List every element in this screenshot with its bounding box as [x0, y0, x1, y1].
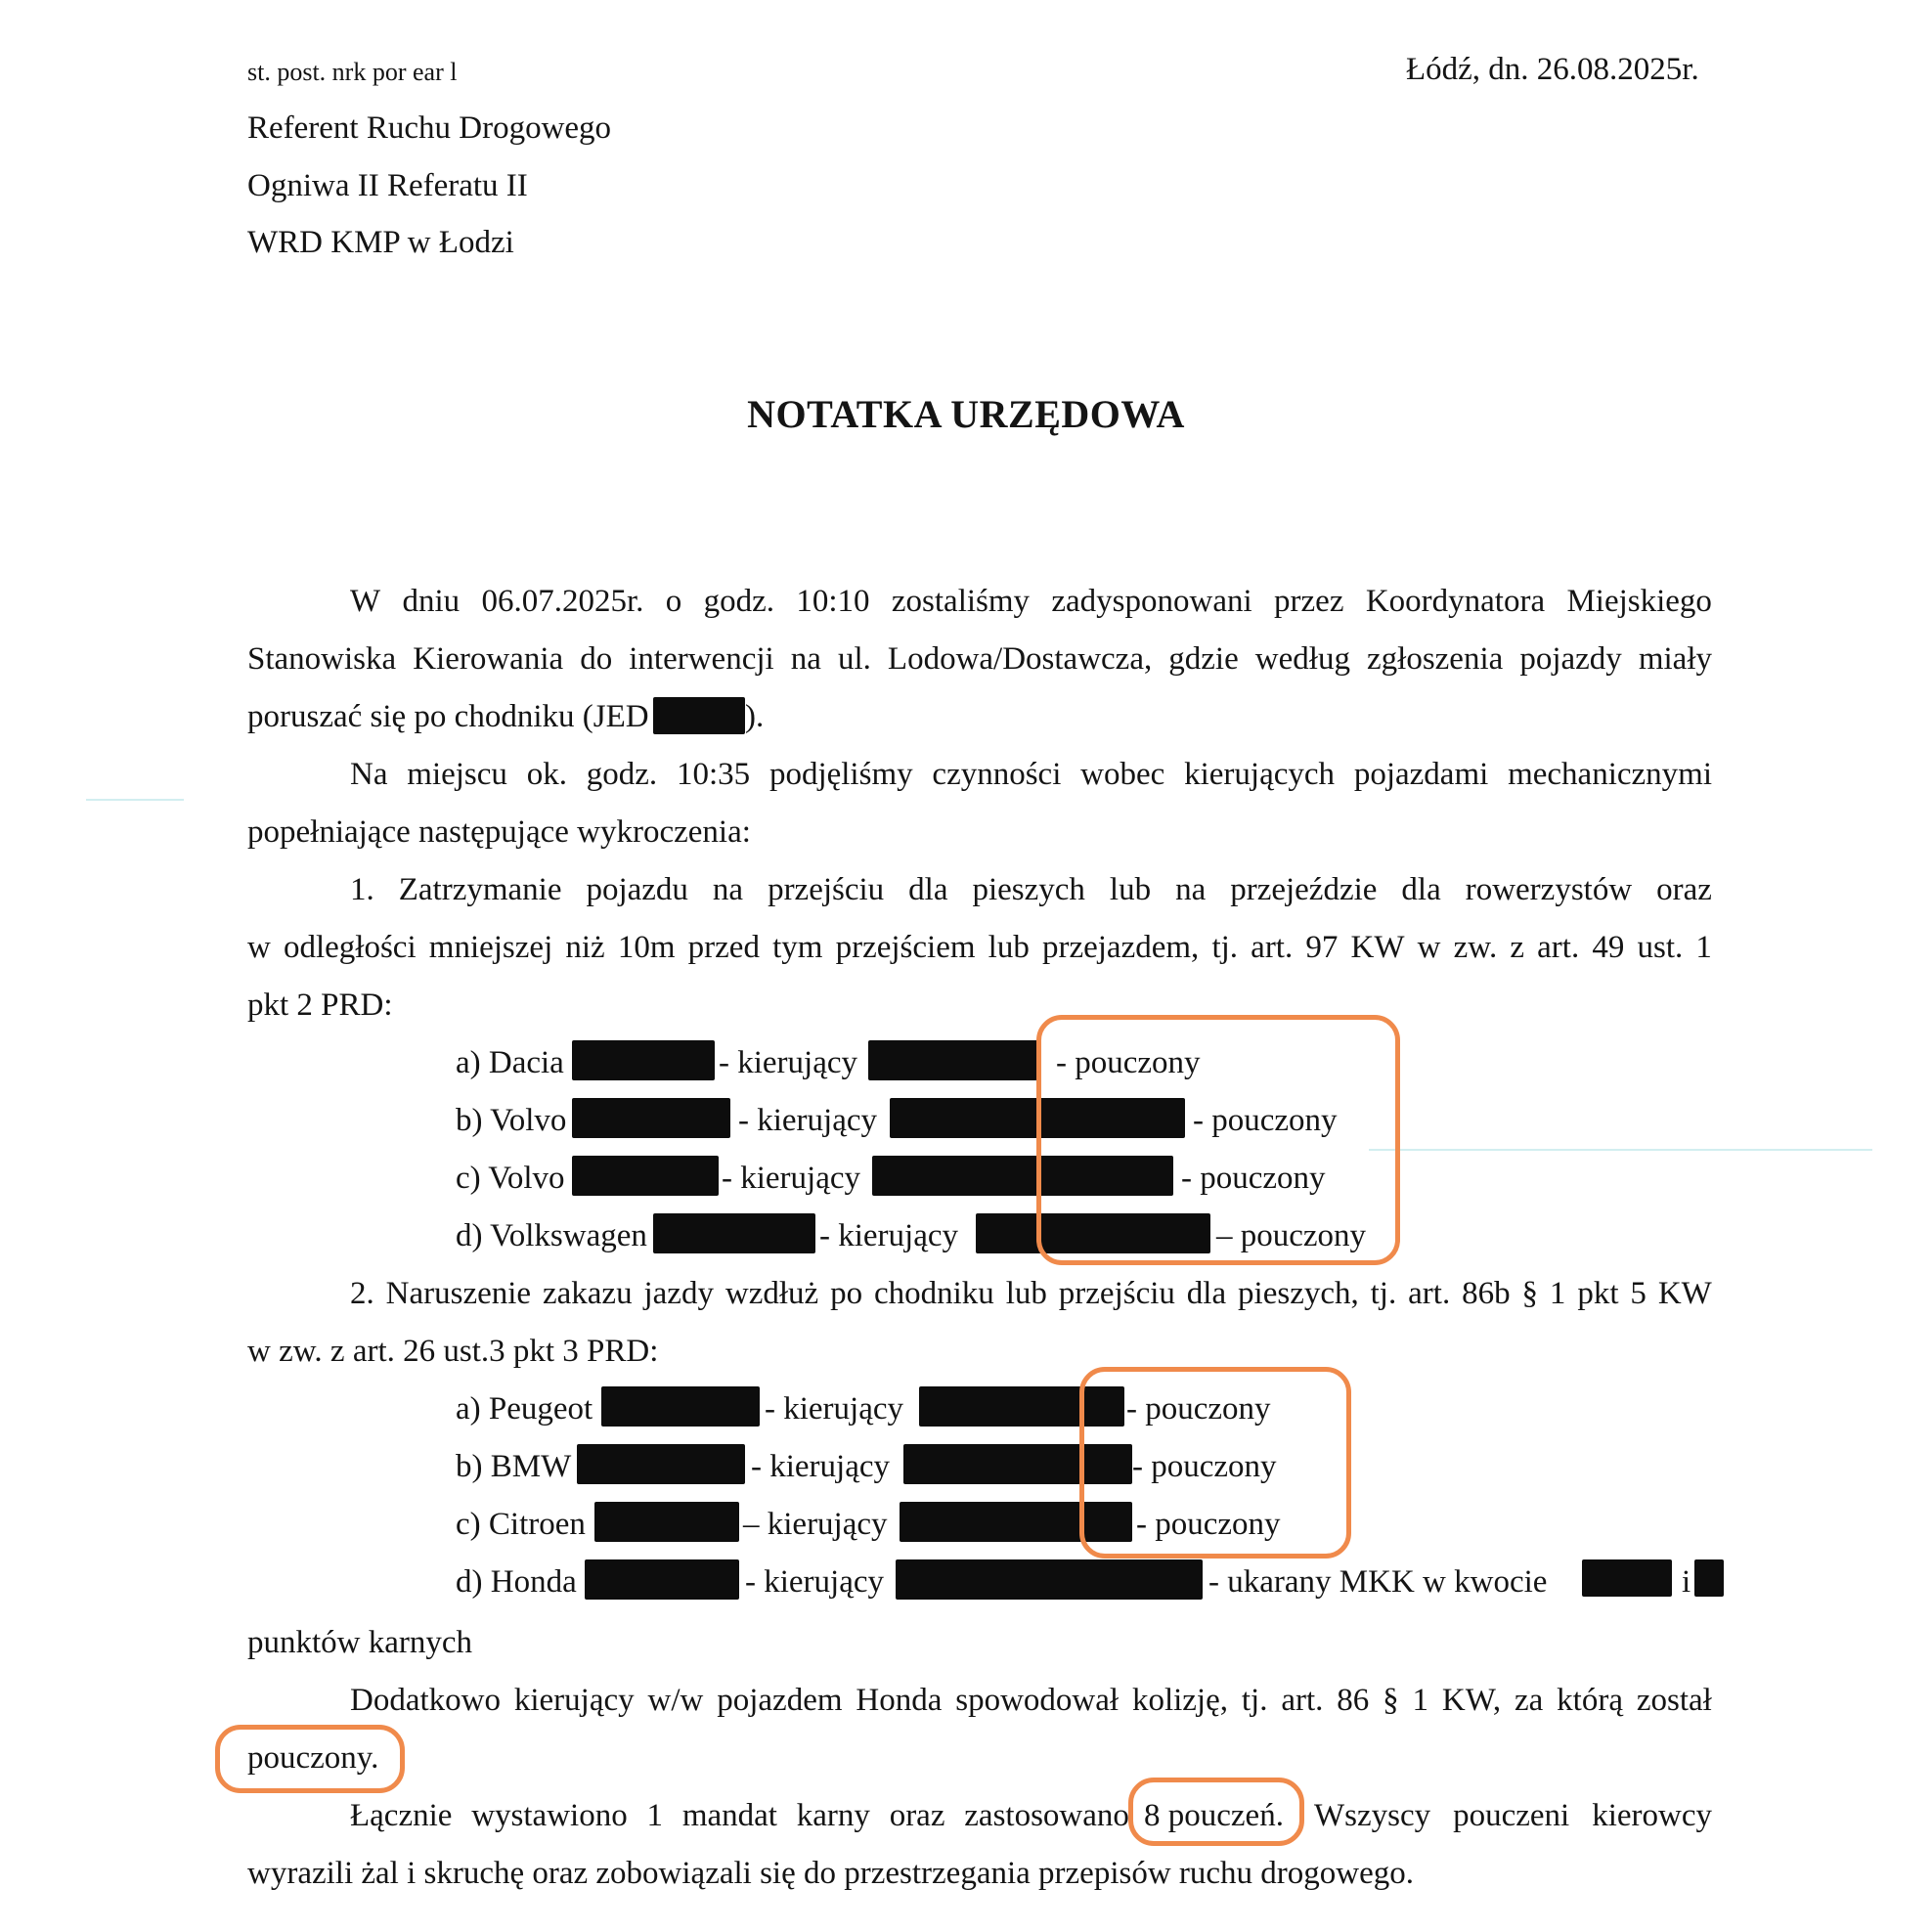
word: niż [565, 930, 605, 965]
section-2-item-b-driver: - kierujący [751, 1449, 891, 1484]
paragraph-text: wyrazili żal i skruchę oraz zobowiązali się do przestrzegania przepisów ruchu drogowego. [247, 1856, 1415, 1891]
word: dla [1186, 1276, 1227, 1311]
word: czynności [932, 757, 1062, 792]
word: miejscu [407, 757, 507, 792]
word: na [1175, 872, 1207, 907]
word: Zatrzymanie [398, 872, 562, 907]
word: pieszych [972, 872, 1085, 907]
section-2-item-a-driver: - kierujący [765, 1391, 904, 1427]
word: dla [908, 872, 948, 907]
paragraph-line [247, 639, 1712, 679]
word: lub [988, 930, 1030, 965]
word: Kierowania [413, 641, 564, 677]
word: mniejszej [428, 930, 553, 965]
word: ust. [1637, 930, 1684, 965]
word: tym [772, 930, 823, 965]
word: 97 [1305, 930, 1339, 965]
redaction-bar [1694, 1559, 1724, 1597]
redaction-bar [572, 1098, 730, 1138]
word: 2. [350, 1276, 374, 1311]
word: W [350, 584, 381, 619]
scan-artifact-line [86, 799, 184, 801]
word: w [1417, 930, 1441, 965]
section-2-item-c-prefix: c) Citroen [456, 1507, 586, 1542]
word: zgłoszenia [1367, 641, 1504, 677]
section-2-item-b-prefix: b) BMW [456, 1449, 572, 1484]
section-1-item-b-prefix: b) Volvo [456, 1103, 567, 1138]
word: kolizję, [1131, 1683, 1229, 1718]
word: KW [1657, 1276, 1712, 1311]
word: pkt [1577, 1276, 1619, 1311]
word: 49 [1592, 930, 1625, 965]
role-line-2: Ogniwa II Referatu II [247, 168, 528, 203]
word: zw. [1453, 930, 1498, 965]
word: Łącznie [350, 1798, 453, 1833]
section-1-item-c-outcome: - pouczony [1181, 1161, 1326, 1196]
word: ul. [837, 641, 871, 677]
redaction-bar [903, 1444, 1132, 1484]
redaction-bar [653, 1213, 815, 1253]
word: chodniku [873, 1276, 994, 1311]
word: mandat [681, 1798, 777, 1833]
section-2-item-d-extra: i [1682, 1564, 1691, 1600]
word: oraz [889, 1798, 945, 1833]
place-date: Łódź, dn. 26.08.2025r. [1406, 52, 1699, 87]
word: o [665, 584, 682, 619]
word: spowodował [955, 1683, 1120, 1718]
section-1-item-c-driver: - kierujący [722, 1161, 861, 1196]
redaction-bar [577, 1444, 745, 1484]
word: z [1510, 930, 1525, 965]
redaction-bar [976, 1213, 1210, 1253]
word: według [1254, 641, 1350, 677]
word: godz. [703, 584, 775, 619]
word: tj. [1241, 1683, 1268, 1718]
paragraph-line [247, 697, 649, 736]
section-1-item-a-prefix: a) Dacia [456, 1045, 564, 1080]
word: przejściu [768, 872, 885, 907]
word: przejściu [1058, 1276, 1175, 1311]
word: Koordynatora [1365, 584, 1546, 619]
word: zostaliśmy [891, 584, 1031, 619]
redaction-bar [572, 1040, 715, 1080]
role-line-3: WRD KMP w Łodzi [247, 225, 514, 260]
word: dniu [402, 584, 461, 619]
paragraph-text: pouczony. [247, 1740, 379, 1776]
word: lub [1109, 872, 1152, 907]
section-2-item-c-outcome: - pouczony [1136, 1507, 1281, 1542]
word: Wszyscy [1314, 1798, 1431, 1833]
word: art. [1408, 1276, 1451, 1311]
section-2-item-d-outcome: - ukarany MKK w kwocie [1208, 1564, 1548, 1600]
paragraph-line [350, 1681, 1712, 1720]
redaction-bar [868, 1040, 1040, 1080]
word: kierujących [1184, 757, 1336, 792]
word: na [712, 872, 744, 907]
word: przejeździe [1230, 872, 1378, 907]
word: Lodowa/Dostawcza, [887, 641, 1153, 677]
word: pojazdu [586, 872, 688, 907]
word: po [830, 1276, 863, 1311]
redaction-bar [601, 1386, 760, 1427]
word: przez [1274, 584, 1344, 619]
word: zakazu [542, 1276, 633, 1311]
word: 10:35 [676, 757, 751, 792]
word: jazdy [643, 1276, 714, 1311]
word: tj. [1211, 930, 1239, 965]
word: zadysponowani [1051, 584, 1252, 619]
redaction-bar [572, 1156, 719, 1196]
word: na [790, 641, 821, 677]
paragraph-text: 8 pouczeń. [1144, 1798, 1284, 1833]
word: gdzie [1168, 641, 1239, 677]
word: pieszych, [1238, 1276, 1359, 1311]
redaction-bar [890, 1098, 1185, 1138]
author-line: st. post. nrk por ear l [247, 58, 458, 86]
word: kierujący [513, 1683, 635, 1718]
word: 1 [646, 1798, 664, 1833]
section-1-item-d-prefix: d) Volkswagen [456, 1218, 647, 1253]
paragraph-line: popełniające następujące wykroczenia: [247, 814, 751, 850]
word: godz. [586, 757, 658, 792]
word: do [580, 641, 613, 677]
section-1-item-a-outcome: - pouczony [1056, 1045, 1201, 1080]
word: art. [1281, 1683, 1324, 1718]
section-2-item-a-outcome: - pouczony [1126, 1391, 1271, 1427]
redaction-bar [585, 1559, 739, 1600]
section-1-item-b-outcome: - pouczony [1193, 1103, 1338, 1138]
redaction-bar [919, 1386, 1124, 1427]
word: w [247, 930, 271, 965]
section-2-item-c-driver: – kierujący [743, 1507, 888, 1542]
word: miały [1638, 641, 1712, 677]
word: 06.07.2025r. [481, 584, 644, 619]
penalty-points-line: punktów karnych [247, 1625, 473, 1660]
word: KW [1350, 930, 1405, 965]
word: zastosowano [964, 1798, 1129, 1833]
word: KW, [1441, 1683, 1502, 1718]
paragraph-text: poruszać się po chodniku (JED [247, 699, 649, 734]
redaction-bar [872, 1156, 1173, 1196]
word: Miejskiego [1566, 584, 1712, 619]
document-title: NOTATKA URZĘDOWA [747, 392, 1185, 436]
word: którą [1557, 1683, 1623, 1718]
section-1-item-c-prefix: c) Volvo [456, 1161, 565, 1196]
word: przejściem [835, 930, 976, 965]
word: art. [1537, 930, 1580, 965]
word: 1 [1549, 1276, 1566, 1311]
word: Honda [856, 1683, 943, 1718]
paragraph-line [350, 1796, 1129, 1835]
word: Na [350, 757, 388, 792]
section-2-item-d-prefix: d) Honda [456, 1564, 577, 1600]
paragraph-line [350, 755, 1712, 794]
section-2-item-d-driver: - kierujący [745, 1564, 885, 1600]
word: interwencji [629, 641, 774, 677]
section-2-heading-line [350, 1274, 1712, 1313]
redaction-bar [900, 1502, 1132, 1542]
section-2-item-a-prefix: a) Peugeot [456, 1391, 593, 1427]
section-1-heading-line [247, 928, 1712, 967]
redaction-bar [653, 697, 745, 734]
word: 1 [1695, 930, 1712, 965]
word: odległości [283, 930, 417, 965]
word: ok. [526, 757, 567, 792]
word: dla [1401, 872, 1441, 907]
word: mechanicznymi [1508, 757, 1712, 792]
role-line-1: Referent Ruchu Drogowego [247, 110, 612, 146]
section-1-heading-line [350, 870, 1712, 909]
word: 5 [1630, 1276, 1647, 1311]
section-2-item-b-outcome: - pouczony [1132, 1449, 1277, 1484]
redaction-bar [1582, 1559, 1672, 1597]
word: pojazdem [717, 1683, 843, 1718]
word: pojazdy [1519, 641, 1622, 677]
word: § [1383, 1683, 1399, 1718]
paragraph-line [350, 582, 1712, 621]
word: art. [1251, 930, 1294, 965]
word: lub [1005, 1276, 1047, 1311]
paragraph-line [1314, 1796, 1712, 1835]
word: pojazdami [1353, 757, 1489, 792]
word: wystawiono [471, 1798, 628, 1833]
word: Stanowiska [247, 641, 397, 677]
word: Dodatkowo [350, 1683, 501, 1718]
section-2-heading-line: w zw. z art. 26 ust.3 pkt 3 PRD: [247, 1334, 659, 1369]
section-1-item-d-outcome: – pouczony [1216, 1218, 1367, 1253]
scan-artifact-line [1369, 1149, 1872, 1151]
word: 1. [350, 872, 374, 907]
redaction-bar [896, 1559, 1203, 1600]
section-1-heading-line: pkt 2 PRD: [247, 988, 393, 1023]
section-1-item-d-driver: - kierujący [819, 1218, 959, 1253]
word: został [1636, 1683, 1712, 1718]
word: podjęliśmy [768, 757, 913, 792]
word: za [1515, 1683, 1544, 1718]
word: 86b [1462, 1276, 1511, 1311]
word: pouczeni [1453, 1798, 1570, 1833]
word: 86 [1337, 1683, 1370, 1718]
word: wobec [1080, 757, 1165, 792]
word: rowerzystów [1465, 872, 1633, 907]
word: karny [796, 1798, 870, 1833]
word: oraz [1656, 872, 1712, 907]
redaction-bar [594, 1502, 739, 1542]
word: wzdłuż [724, 1276, 819, 1311]
paragraph-text: ). [745, 699, 765, 734]
word: 10:10 [796, 584, 870, 619]
section-1-item-b-driver: - kierujący [738, 1103, 878, 1138]
word: 10m [617, 930, 676, 965]
word: przejazdem, [1041, 930, 1200, 965]
word: kierowcy [1592, 1798, 1712, 1833]
word: 1 [1412, 1683, 1429, 1718]
section-1-item-a-driver: - kierujący [719, 1045, 858, 1080]
word: Naruszenie [385, 1276, 532, 1311]
word: w/w [647, 1683, 704, 1718]
word: przed [687, 930, 760, 965]
word: § [1521, 1276, 1539, 1311]
word: tj. [1370, 1276, 1397, 1311]
